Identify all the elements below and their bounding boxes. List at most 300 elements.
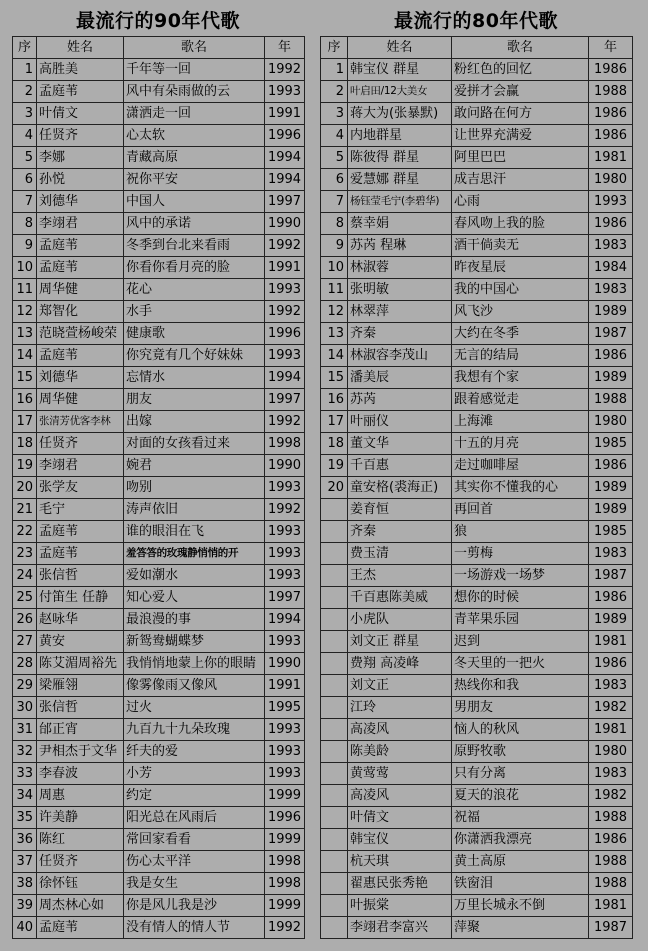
row-song: 祝你平安 bbox=[124, 169, 265, 191]
table-row bbox=[321, 301, 633, 323]
row-year: 1992 bbox=[265, 917, 305, 939]
row-song: 走过咖啡屋 bbox=[452, 455, 589, 477]
row-song: 羞答答的玫瑰静悄悄的开 bbox=[124, 543, 265, 565]
row-artist: 周杰林心如 bbox=[37, 895, 124, 917]
row-year: 1986 bbox=[589, 455, 633, 477]
row-artist: 赵咏华 bbox=[37, 609, 124, 631]
row-song: 你看你看月亮的脸 bbox=[124, 257, 265, 279]
row-number: 13 bbox=[13, 323, 37, 345]
row-artist: 尹相杰于文华 bbox=[37, 741, 124, 763]
row-song: 迟到 bbox=[452, 631, 589, 653]
row-year: 1990 bbox=[265, 653, 305, 675]
row-year: 1997 bbox=[265, 191, 305, 213]
table-row bbox=[321, 741, 633, 763]
row-artist: 刘文正 bbox=[348, 675, 452, 697]
row-song: 一场游戏一场梦 bbox=[452, 565, 589, 587]
table-row bbox=[13, 81, 305, 103]
row-artist: 内地群星 bbox=[348, 125, 452, 147]
row-year: 1997 bbox=[265, 389, 305, 411]
row-number: 32 bbox=[13, 741, 37, 763]
row-song: 最浪漫的事 bbox=[124, 609, 265, 631]
row-number: 9 bbox=[13, 235, 37, 257]
table-row bbox=[13, 499, 305, 521]
table-row bbox=[13, 125, 305, 147]
header-song: 歌名 bbox=[124, 37, 265, 59]
row-song: 萍聚 bbox=[452, 917, 589, 939]
row-artist: 黄安 bbox=[37, 631, 124, 653]
row-year: 1986 bbox=[589, 125, 633, 147]
row-artist: 韩宝仪 bbox=[348, 829, 452, 851]
row-song: 十五的月亮 bbox=[452, 433, 589, 455]
row-song: 对面的女孩看过来 bbox=[124, 433, 265, 455]
table-row bbox=[321, 785, 633, 807]
row-song: 我悄悄地蒙上你的眼睛 bbox=[124, 653, 265, 675]
row-year: 1988 bbox=[589, 873, 633, 895]
row-year: 1986 bbox=[589, 59, 633, 81]
row-year: 1981 bbox=[589, 895, 633, 917]
row-year: 1986 bbox=[589, 829, 633, 851]
row-artist: 林翠萍 bbox=[348, 301, 452, 323]
table-row bbox=[13, 257, 305, 279]
table-row bbox=[321, 213, 633, 235]
table-row bbox=[321, 125, 633, 147]
table-row bbox=[321, 389, 633, 411]
row-song: 新鸳鸯蝴蝶梦 bbox=[124, 631, 265, 653]
row-artist: 黄莺莺 bbox=[348, 763, 452, 785]
table-row bbox=[13, 917, 305, 939]
row-number: 31 bbox=[13, 719, 37, 741]
row-artist: 叶振棠 bbox=[348, 895, 452, 917]
row-year: 1988 bbox=[589, 81, 633, 103]
row-number: 8 bbox=[321, 213, 348, 235]
row-song: 你潇洒我漂亮 bbox=[452, 829, 589, 851]
row-year: 1996 bbox=[265, 323, 305, 345]
row-year: 1990 bbox=[265, 213, 305, 235]
row-year: 1991 bbox=[265, 675, 305, 697]
row-song: 伤心太平洋 bbox=[124, 851, 265, 873]
row-year: 1993 bbox=[265, 345, 305, 367]
row-artist: 费玉清 bbox=[348, 543, 452, 565]
table-row bbox=[13, 191, 305, 213]
row-artist: 孟庭苇 bbox=[37, 345, 124, 367]
row-song: 忘情水 bbox=[124, 367, 265, 389]
row-song: 只有分离 bbox=[452, 763, 589, 785]
row-artist: 张信哲 bbox=[37, 565, 124, 587]
row-artist: 江玲 bbox=[348, 697, 452, 719]
row-year: 1981 bbox=[589, 719, 633, 741]
table-header-row bbox=[13, 37, 305, 59]
row-song: 婉君 bbox=[124, 455, 265, 477]
row-year: 1989 bbox=[589, 301, 633, 323]
row-year: 1993 bbox=[265, 763, 305, 785]
table-row bbox=[13, 565, 305, 587]
table-row bbox=[13, 807, 305, 829]
row-number: 23 bbox=[13, 543, 37, 565]
table-row bbox=[321, 235, 633, 257]
row-year: 1991 bbox=[265, 103, 305, 125]
row-year: 1995 bbox=[265, 697, 305, 719]
row-artist: 刘文正 群星 bbox=[348, 631, 452, 653]
row-year: 1998 bbox=[265, 851, 305, 873]
row-song: 知心爱人 bbox=[124, 587, 265, 609]
table-row bbox=[321, 477, 633, 499]
row-artist: 张清芳优客李林 bbox=[37, 411, 124, 433]
row-artist: 刘德华 bbox=[37, 191, 124, 213]
table-row bbox=[13, 389, 305, 411]
row-song: 潇洒走一回 bbox=[124, 103, 265, 125]
row-year: 1983 bbox=[589, 279, 633, 301]
row-number: 13 bbox=[321, 323, 348, 345]
row-artist: 徐怀钰 bbox=[37, 873, 124, 895]
header-year: 年 bbox=[589, 37, 633, 59]
row-artist: 杭天琪 bbox=[348, 851, 452, 873]
row-year: 1989 bbox=[589, 367, 633, 389]
row-year: 1992 bbox=[265, 59, 305, 81]
header-artist: 姓名 bbox=[348, 37, 452, 59]
panel-90s-title: 最流行的90年代歌 bbox=[76, 10, 240, 32]
row-song: 出嫁 bbox=[124, 411, 265, 433]
row-number: 24 bbox=[13, 565, 37, 587]
row-song: 约定 bbox=[124, 785, 265, 807]
row-artist: 童安格(裘海正) bbox=[348, 477, 452, 499]
row-artist: 潘美辰 bbox=[348, 367, 452, 389]
row-number: 21 bbox=[13, 499, 37, 521]
row-song: 吻别 bbox=[124, 477, 265, 499]
row-year: 1987 bbox=[589, 565, 633, 587]
row-song: 阿里巴巴 bbox=[452, 147, 589, 169]
table-row bbox=[321, 697, 633, 719]
row-song: 过火 bbox=[124, 697, 265, 719]
row-artist: 叶丽仪 bbox=[348, 411, 452, 433]
row-number bbox=[321, 499, 348, 521]
row-song: 无言的结局 bbox=[452, 345, 589, 367]
table-row bbox=[321, 367, 633, 389]
row-year: 1983 bbox=[589, 235, 633, 257]
row-artist: 孟庭苇 bbox=[37, 235, 124, 257]
row-artist: 孙悦 bbox=[37, 169, 124, 191]
row-artist: 张信哲 bbox=[37, 697, 124, 719]
panel-80s bbox=[320, 6, 632, 939]
header-song: 歌名 bbox=[452, 37, 589, 59]
table-row bbox=[13, 323, 305, 345]
row-song: 昨夜星辰 bbox=[452, 257, 589, 279]
row-song: 花心 bbox=[124, 279, 265, 301]
table-row bbox=[321, 433, 633, 455]
row-year: 1983 bbox=[589, 763, 633, 785]
row-artist: 孟庭苇 bbox=[37, 917, 124, 939]
row-number: 16 bbox=[13, 389, 37, 411]
row-song: 九百九十九朵玫瑰 bbox=[124, 719, 265, 741]
row-year: 1986 bbox=[589, 653, 633, 675]
row-year: 1983 bbox=[589, 543, 633, 565]
table-row bbox=[13, 521, 305, 543]
row-song: 小芳 bbox=[124, 763, 265, 785]
row-number: 20 bbox=[13, 477, 37, 499]
table-row bbox=[321, 587, 633, 609]
row-song: 中国人 bbox=[124, 191, 265, 213]
row-number bbox=[321, 675, 348, 697]
row-number: 15 bbox=[321, 367, 348, 389]
row-year: 1993 bbox=[265, 279, 305, 301]
row-song: 青苹果乐园 bbox=[452, 609, 589, 631]
row-number bbox=[321, 851, 348, 873]
table-row bbox=[321, 257, 633, 279]
panel-90s bbox=[12, 6, 304, 939]
row-song: 上海滩 bbox=[452, 411, 589, 433]
table-row bbox=[321, 499, 633, 521]
row-song: 敢问路在何方 bbox=[452, 103, 589, 125]
row-number bbox=[321, 521, 348, 543]
row-number: 38 bbox=[13, 873, 37, 895]
row-year: 1981 bbox=[589, 147, 633, 169]
row-artist: 叶倩文 bbox=[348, 807, 452, 829]
row-number bbox=[321, 741, 348, 763]
row-artist: 李翊君 bbox=[37, 213, 124, 235]
row-song: 冬天里的一把火 bbox=[452, 653, 589, 675]
row-year: 1985 bbox=[589, 433, 633, 455]
table-row bbox=[321, 917, 633, 939]
row-number: 10 bbox=[13, 257, 37, 279]
row-artist: 叶倩文 bbox=[37, 103, 124, 125]
row-year: 1993 bbox=[589, 191, 633, 213]
row-number bbox=[321, 895, 348, 917]
row-year: 1994 bbox=[265, 147, 305, 169]
row-number bbox=[321, 785, 348, 807]
row-artist: 付笛生 任静 bbox=[37, 587, 124, 609]
row-song: 纤夫的爱 bbox=[124, 741, 265, 763]
table-row bbox=[13, 895, 305, 917]
row-number: 22 bbox=[13, 521, 37, 543]
row-artist: 苏芮 程琳 bbox=[348, 235, 452, 257]
row-year: 1994 bbox=[265, 169, 305, 191]
table-row bbox=[13, 741, 305, 763]
row-song: 我的中国心 bbox=[452, 279, 589, 301]
table-row bbox=[13, 455, 305, 477]
row-year: 1985 bbox=[589, 521, 633, 543]
row-artist: 梁雁翎 bbox=[37, 675, 124, 697]
row-song: 心雨 bbox=[452, 191, 589, 213]
row-year: 1993 bbox=[265, 741, 305, 763]
row-song: 跟着感觉走 bbox=[452, 389, 589, 411]
row-year: 1991 bbox=[265, 257, 305, 279]
row-year: 1999 bbox=[265, 829, 305, 851]
row-song: 再回首 bbox=[452, 499, 589, 521]
row-number: 9 bbox=[321, 235, 348, 257]
table-row bbox=[13, 587, 305, 609]
row-song: 青藏高原 bbox=[124, 147, 265, 169]
row-year: 1993 bbox=[265, 81, 305, 103]
row-artist: 苏芮 bbox=[348, 389, 452, 411]
row-number: 14 bbox=[13, 345, 37, 367]
row-number bbox=[321, 829, 348, 851]
table-80s bbox=[320, 36, 633, 939]
row-number: 37 bbox=[13, 851, 37, 873]
table-row bbox=[321, 543, 633, 565]
table-row bbox=[321, 675, 633, 697]
row-number: 35 bbox=[13, 807, 37, 829]
table-row bbox=[13, 301, 305, 323]
table-row bbox=[321, 609, 633, 631]
table-row bbox=[13, 367, 305, 389]
table-row bbox=[321, 411, 633, 433]
row-song: 让世界充满爱 bbox=[452, 125, 589, 147]
row-artist: 韩宝仪 群星 bbox=[348, 59, 452, 81]
header-no: 序 bbox=[321, 37, 348, 59]
row-year: 1987 bbox=[589, 323, 633, 345]
row-number bbox=[321, 565, 348, 587]
row-year: 1997 bbox=[265, 587, 305, 609]
row-number: 15 bbox=[13, 367, 37, 389]
row-year: 1981 bbox=[589, 631, 633, 653]
table-row bbox=[321, 147, 633, 169]
table-row bbox=[13, 697, 305, 719]
row-artist: 周华健 bbox=[37, 279, 124, 301]
table-row bbox=[321, 521, 633, 543]
row-artist: 毛宁 bbox=[37, 499, 124, 521]
row-number: 7 bbox=[13, 191, 37, 213]
table-row bbox=[321, 455, 633, 477]
row-artist: 叶启田/12大美女 bbox=[348, 81, 452, 103]
row-artist: 蒋大为(张暴默) bbox=[348, 103, 452, 125]
row-song: 铁窗泪 bbox=[452, 873, 589, 895]
table-row bbox=[13, 873, 305, 895]
row-number: 6 bbox=[13, 169, 37, 191]
row-number: 12 bbox=[13, 301, 37, 323]
row-number: 11 bbox=[321, 279, 348, 301]
row-year: 1984 bbox=[589, 257, 633, 279]
row-number: 1 bbox=[13, 59, 37, 81]
row-year: 1996 bbox=[265, 125, 305, 147]
table-row bbox=[13, 829, 305, 851]
row-number: 30 bbox=[13, 697, 37, 719]
row-artist: 齐秦 bbox=[348, 323, 452, 345]
table-row bbox=[321, 807, 633, 829]
row-number: 14 bbox=[321, 345, 348, 367]
table-row bbox=[13, 785, 305, 807]
row-number: 3 bbox=[321, 103, 348, 125]
row-number bbox=[321, 719, 348, 741]
row-artist: 刘德华 bbox=[37, 367, 124, 389]
table-row bbox=[13, 235, 305, 257]
row-number: 36 bbox=[13, 829, 37, 851]
row-song: 成吉思汗 bbox=[452, 169, 589, 191]
row-song: 酒干倘卖无 bbox=[452, 235, 589, 257]
row-song: 谁的眼泪在飞 bbox=[124, 521, 265, 543]
row-year: 1982 bbox=[589, 785, 633, 807]
row-song: 男朋友 bbox=[452, 697, 589, 719]
table-row bbox=[321, 895, 633, 917]
row-year: 1988 bbox=[589, 807, 633, 829]
row-year: 1992 bbox=[265, 411, 305, 433]
table-row bbox=[321, 191, 633, 213]
header-year: 年 bbox=[265, 37, 305, 59]
table-row bbox=[13, 345, 305, 367]
row-year: 1993 bbox=[265, 477, 305, 499]
row-song: 千年等一回 bbox=[124, 59, 265, 81]
row-number: 29 bbox=[13, 675, 37, 697]
table-row bbox=[13, 763, 305, 785]
row-year: 1989 bbox=[589, 609, 633, 631]
row-year: 1986 bbox=[589, 103, 633, 125]
row-number: 34 bbox=[13, 785, 37, 807]
row-year: 1998 bbox=[265, 433, 305, 455]
row-artist: 任贤齐 bbox=[37, 125, 124, 147]
row-year: 1993 bbox=[265, 543, 305, 565]
row-song: 风飞沙 bbox=[452, 301, 589, 323]
row-artist: 费翔 高凌峰 bbox=[348, 653, 452, 675]
row-year: 1999 bbox=[265, 895, 305, 917]
row-song: 没有情人的情人节 bbox=[124, 917, 265, 939]
row-artist: 齐秦 bbox=[348, 521, 452, 543]
row-artist: 陈红 bbox=[37, 829, 124, 851]
table-row bbox=[13, 477, 305, 499]
table-row bbox=[321, 719, 633, 741]
row-year: 1980 bbox=[589, 169, 633, 191]
row-number bbox=[321, 697, 348, 719]
table-row bbox=[321, 631, 633, 653]
row-song: 其实你不懂我的心 bbox=[452, 477, 589, 499]
row-number: 20 bbox=[321, 477, 348, 499]
row-artist: 王杰 bbox=[348, 565, 452, 587]
row-number: 17 bbox=[13, 411, 37, 433]
row-artist: 爱慧娜 群星 bbox=[348, 169, 452, 191]
row-song: 爱拼才会赢 bbox=[452, 81, 589, 103]
table-row bbox=[13, 411, 305, 433]
table-row bbox=[321, 653, 633, 675]
table-row bbox=[321, 103, 633, 125]
row-artist: 林淑蓉 bbox=[348, 257, 452, 279]
row-song: 朋友 bbox=[124, 389, 265, 411]
row-artist: 周惠 bbox=[37, 785, 124, 807]
row-year: 1988 bbox=[589, 389, 633, 411]
row-artist: 孟庭苇 bbox=[37, 543, 124, 565]
row-song: 水手 bbox=[124, 301, 265, 323]
row-number bbox=[321, 631, 348, 653]
row-song: 一剪梅 bbox=[452, 543, 589, 565]
row-song: 涛声依旧 bbox=[124, 499, 265, 521]
row-artist: 张明敏 bbox=[348, 279, 452, 301]
row-artist: 千百惠陈美威 bbox=[348, 587, 452, 609]
row-number: 6 bbox=[321, 169, 348, 191]
row-number: 16 bbox=[321, 389, 348, 411]
table-row bbox=[13, 543, 305, 565]
table-row bbox=[321, 323, 633, 345]
row-song: 风中的承诺 bbox=[124, 213, 265, 235]
row-number bbox=[321, 587, 348, 609]
row-number bbox=[321, 807, 348, 829]
row-year: 1990 bbox=[265, 455, 305, 477]
header-no: 序 bbox=[13, 37, 37, 59]
table-row bbox=[13, 59, 305, 81]
row-artist: 任贤齐 bbox=[37, 433, 124, 455]
row-number: 8 bbox=[13, 213, 37, 235]
row-number: 33 bbox=[13, 763, 37, 785]
row-song: 狼 bbox=[452, 521, 589, 543]
row-artist: 高胜美 bbox=[37, 59, 124, 81]
row-year: 1987 bbox=[589, 917, 633, 939]
table-row bbox=[13, 675, 305, 697]
row-number: 2 bbox=[321, 81, 348, 103]
row-song: 祝福 bbox=[452, 807, 589, 829]
row-year: 1993 bbox=[265, 565, 305, 587]
row-song: 春风吻上我的脸 bbox=[452, 213, 589, 235]
row-song: 黄土高原 bbox=[452, 851, 589, 873]
row-artist: 孟庭苇 bbox=[37, 521, 124, 543]
row-artist: 陈美龄 bbox=[348, 741, 452, 763]
row-year: 1993 bbox=[265, 631, 305, 653]
row-year: 1989 bbox=[589, 499, 633, 521]
table-row bbox=[321, 169, 633, 191]
